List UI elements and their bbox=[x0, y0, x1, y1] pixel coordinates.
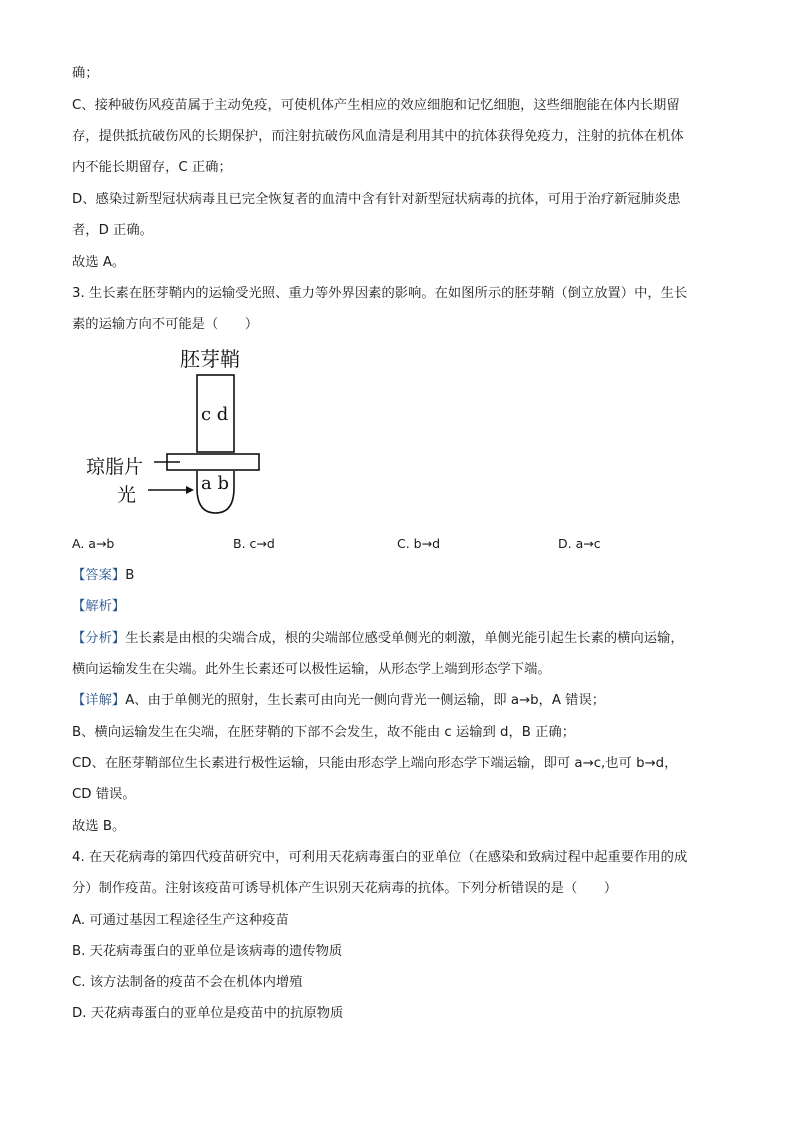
text-line: 者，D 正确。 bbox=[72, 223, 153, 238]
answer-value: B bbox=[125, 568, 135, 583]
text-line: CD 错误。 bbox=[72, 787, 136, 802]
option-d: D. a→c bbox=[558, 536, 601, 551]
text-line: 横向运输发生在尖端。此外生长素还可以极性运输，从形态学上端到形态学下端。 bbox=[72, 662, 551, 677]
question-stem: 分）制作疫苗。注射该疫苗可诱导机体产生识别天花病毒的抗体。下列分析错误的是（ ） bbox=[72, 881, 618, 896]
figure-title: 胚芽鞘 bbox=[180, 347, 240, 371]
question-stem: 素的运输方向不可能是（ ） bbox=[72, 317, 259, 332]
text-line: 内不能长期留存，C 正确； bbox=[72, 160, 232, 175]
fenxi-line bbox=[72, 629, 732, 649]
text-line: CD、在胚芽鞘部位生长素进行极性运输，只能由形态学上端向形态学下端运输，即可 a→c,也可 b→d， bbox=[72, 756, 678, 771]
option-a: A. 可通过基因工程途径生产这种疫苗 bbox=[72, 913, 289, 928]
option-d: D. 天花病毒蛋白的亚单位是疫苗中的抗原物质 bbox=[72, 1006, 344, 1021]
light-arrow-head bbox=[186, 486, 194, 494]
agar-sheet bbox=[167, 454, 259, 470]
text-line: 故选 A。 bbox=[72, 255, 126, 270]
option-b: B. 天花病毒蛋白的亚单位是该病毒的遗传物质 bbox=[72, 944, 343, 959]
option-c: C. 该方法制备的疫苗不会在机体内增殖 bbox=[72, 975, 303, 990]
text-line: 确； bbox=[72, 66, 99, 81]
label-light: 光 bbox=[117, 484, 137, 506]
fenxi-tag: 【分析】 bbox=[72, 631, 126, 646]
xiangjie-text: A、由于单侧光的照射，生长素可由向光一侧向背光一侧运输，即 a→b，A 错误； bbox=[125, 693, 606, 708]
option-b: B. c→d bbox=[233, 536, 275, 551]
option-c: C. b→d bbox=[397, 536, 441, 551]
label-cd: c d bbox=[201, 404, 229, 425]
option-a: A. a→b bbox=[72, 536, 115, 551]
text-line: 存，提供抵抗破伤风的长期保护，而注射抗破伤风血清是利用其中的抗体获得免疫力，注射的抗体在机体 bbox=[72, 129, 684, 144]
text-line: 故选 B。 bbox=[72, 819, 126, 834]
text-line: C、接种破伤风疫苗属于主动免疫，可使机体产生相应的效应细胞和记忆细胞，这些细胞能在体内长期留 bbox=[72, 98, 680, 113]
text-line: B、横向运输发生在尖端，在胚芽鞘的下部不会发生，故不能由 c 运输到 d，B 正确； bbox=[72, 725, 575, 740]
answer-line bbox=[72, 566, 732, 586]
text-line: D、感染过新型冠状病毒且已完全恢复者的血清中含有针对新型冠状病毒的抗体，可用于治疗新冠肺炎患 bbox=[72, 192, 681, 207]
question-stem: 4. 在天花病毒的第四代疫苗研究中，可利用天花病毒蛋白的亚单位（在感染和致病过程中起重要作用的成 bbox=[72, 850, 688, 865]
label-agar: 琼脂片 bbox=[86, 456, 144, 478]
xiangjie-line bbox=[72, 691, 732, 711]
question-stem: 3. 生长素在胚芽鞘内的运输受光照、重力等外界因素的影响。在如图所示的胚芽鞘（倒立放置）中，生长 bbox=[72, 286, 688, 301]
label-ab: a b bbox=[201, 473, 229, 494]
analysis-tag: 【解析】 bbox=[72, 599, 126, 614]
analysis-heading bbox=[72, 597, 732, 617]
fenxi-text: 生长素是由根的尖端合成，根的尖端部位感受单侧光的刺激，单侧光能引起生长素的横向运输， bbox=[125, 631, 684, 646]
answer-tag: 【答案】 bbox=[72, 568, 126, 583]
xiangjie-tag: 【详解】 bbox=[72, 693, 126, 708]
